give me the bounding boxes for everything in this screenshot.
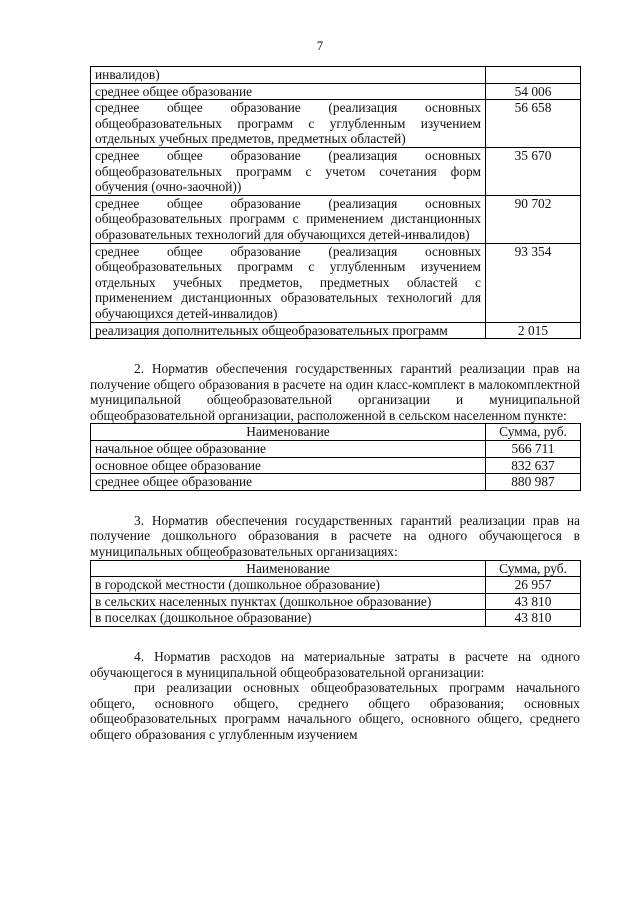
row-value: 35 670 <box>486 147 581 195</box>
row-name: начальное общее образование <box>91 441 486 458</box>
row-name: инвалидов) <box>91 67 486 84</box>
table-row <box>91 83 581 100</box>
table-row <box>91 322 581 339</box>
column-header-name: Наименование <box>91 560 486 577</box>
row-name: среднее общее образование (реализация основных общеобразовательных программ с применением дистанционных образовательных технологий для обучающихся детей-инвалидов) <box>91 195 486 243</box>
norms-table-continued <box>90 66 581 339</box>
column-header-name: Наименование <box>91 424 486 441</box>
row-value: 43 810 <box>486 593 581 610</box>
table-row <box>91 457 581 474</box>
class-set-norms-table <box>90 423 581 490</box>
row-value: 26 957 <box>486 577 581 594</box>
table-row <box>91 67 581 84</box>
row-name: реализация дополнительных общеобразовательных программ <box>91 322 486 339</box>
paragraph-4: 4. Норматив расходов на материальные затраты в расчете на одного обучающегося в муниципальной общеобразовательной организации: <box>90 649 580 680</box>
row-value: 54 006 <box>486 83 581 100</box>
row-name: среднее общее образование <box>91 83 486 100</box>
row-value: 566 711 <box>486 441 581 458</box>
table-row <box>91 577 581 594</box>
document-body <box>90 66 580 743</box>
row-value: 90 702 <box>486 195 581 243</box>
paragraph-5: при реализации основных общеобразовательных программ начального общего, основного общего, среднего общего образования; основных общеобразовательных программ начального общего, основного общего, среднего общего образования с углубленным изучением <box>90 680 580 742</box>
column-header-sum: Сумма, руб. <box>486 424 581 441</box>
row-value: 880 987 <box>486 474 581 491</box>
row-name: среднее общее образование <box>91 474 486 491</box>
row-name: среднее общее образование (реализация основных общеобразовательных программ с учетом сочетания форм обучения (очно-заочной)) <box>91 147 486 195</box>
row-value: 832 637 <box>486 457 581 474</box>
preschool-norms-table <box>90 560 581 627</box>
row-name: основное общее образование <box>91 457 486 474</box>
row-value: 2 015 <box>486 322 581 339</box>
row-value: 93 354 <box>486 243 581 322</box>
row-name: в сельских населенных пунктах (дошкольное образование) <box>91 593 486 610</box>
page-number: 7 <box>316 38 324 53</box>
row-value: 56 658 <box>486 100 581 148</box>
paragraph-3: 3. Норматив обеспечения государственных гарантий реализации прав на получение дошкольного образования в расчете на одного обучающегося в муниципальных общеобразовательных организациях: <box>90 512 580 560</box>
row-name: среднее общее образование (реализация основных общеобразовательных программ с углубленным изучением отдельных учебных предметов, предметных областей) <box>91 100 486 148</box>
row-value <box>486 67 581 84</box>
table-row <box>91 441 581 458</box>
table-row <box>91 474 581 491</box>
column-header-sum: Сумма, руб. <box>486 560 581 577</box>
table-row <box>91 147 581 195</box>
table-row <box>91 243 581 322</box>
paragraph-2: 2. Норматив обеспечения государственных гарантий реализации прав на получение общего образования в расчете на один класс-комплект в малокомплектной муниципальной общеобразовательной организации и муниципальной общеобразовательной организации, расположенной в сельском населенном пункте: <box>90 361 580 423</box>
table-header-row <box>91 560 581 577</box>
table-row <box>91 610 581 627</box>
table-header-row <box>91 424 581 441</box>
row-name: среднее общее образование (реализация основных общеобразовательных программ с углубленным изучением отдельных учебных предметов, предметных областей с применением дистанционных образовательных технологий для обучающихся детей-инвалидов) <box>91 243 486 322</box>
table-row <box>91 195 581 243</box>
table-row <box>91 593 581 610</box>
row-name: в поселках (дошкольное образование) <box>91 610 486 627</box>
row-value: 43 810 <box>486 610 581 627</box>
row-name: в городской местности (дошкольное образование) <box>91 577 486 594</box>
table-row <box>91 100 581 148</box>
